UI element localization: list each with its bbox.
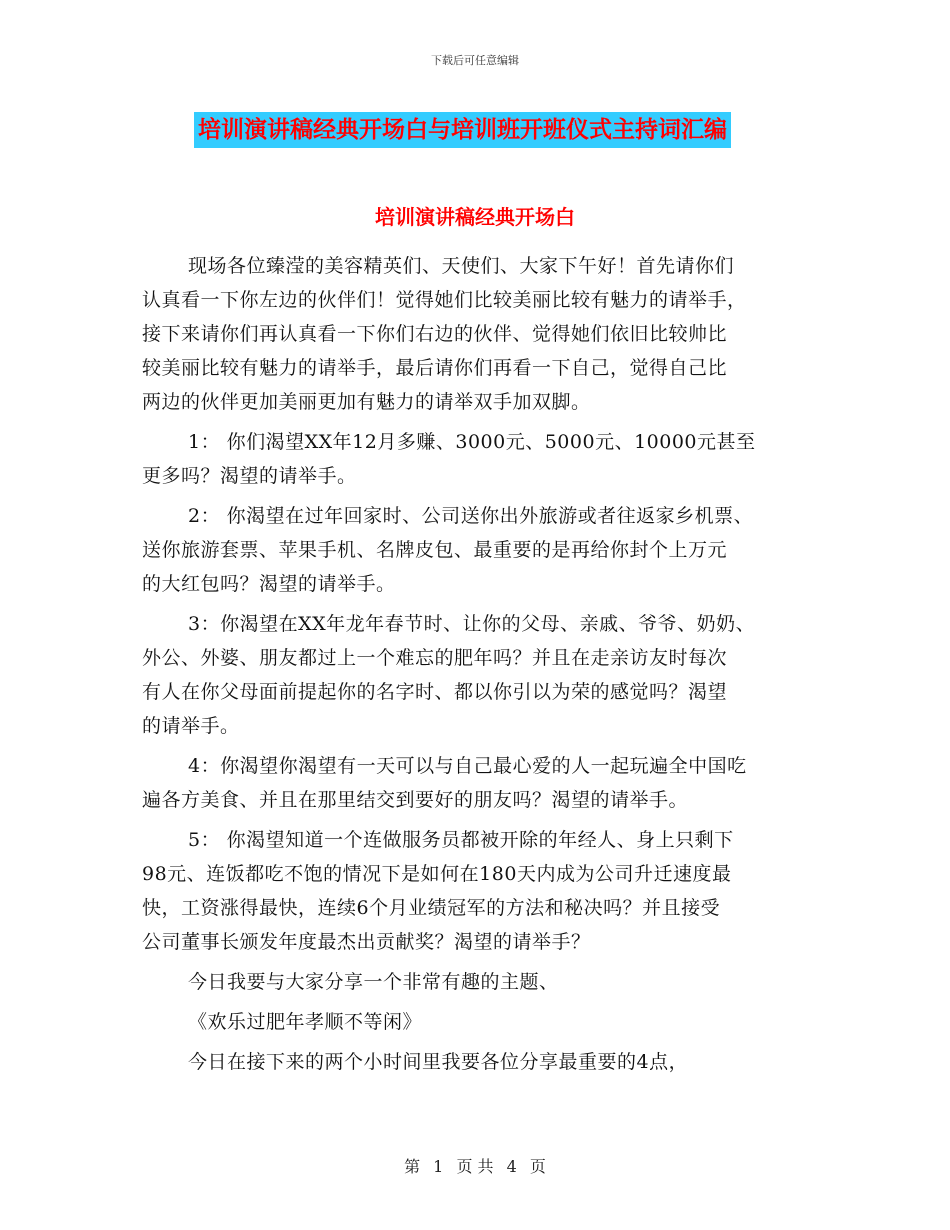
body-line: 3：你渴望在XX年龙年春节时、让你的父母、亲戚、爷爷、奶奶、 [188,613,756,635]
body-line: 98元、连饭都吃不饱的情况下是如何在180天内成为公司升迁速度最 [142,863,732,885]
body-line: 《欢乐过肥年孝顺不等闲》 [188,1011,423,1033]
body-line: 公司董事长颁发年度最杰出贡献奖？渴望的请举手？ [142,931,591,953]
body-line: 现场各位臻滢的美容精英们、天使们、大家下午好！首先请你们 [188,255,735,277]
body-line: 的请举手。 [142,715,240,737]
body-line: 2： 你渴望在过年回家时、公司送你出外旅游或者往返家乡机票、 [188,505,754,527]
body-line: 认真看一下你左边的伙伴们！觉得她们比较美丽比较有魅力的请举手， [142,289,747,311]
body-line: 更多吗？渴望的请举手。 [142,465,357,487]
body-line: 今日在接下来的两个小时间里我要各位分享最重要的4点， [188,1051,689,1073]
footer-prefix: 第 [404,1157,421,1176]
body-line: 今日我要与大家分享一个非常有趣的主题、 [188,971,559,993]
body-line: 1： 你们渴望XX年12月多赚、3000元、5000元、10000元甚至 [188,431,756,453]
header-note: 下载后可任意编辑 [431,54,519,67]
body-line: 两边的伙伴更加美丽更加有魅力的请举双手加双脚。 [142,391,591,413]
body-line: 送你旅游套票、苹果手机、名牌皮包、最重要的是再给你封个上万元 [142,539,728,561]
document-body [142,249,822,1079]
body-line: 4：你渴望你渴望有一天可以与自己最心爱的人一起玩遍全中国吃 [188,755,747,777]
page-total: 4 [506,1157,517,1176]
body-line: 外公、外婆、朋友都过上一个难忘的肥年吗？并且在走亲访友时每次 [142,647,728,669]
document-title: 培训演讲稿经典开场白与培训班开班仪式主持词汇编 [194,112,731,148]
body-line: 遍各方美食、并且在那里结交到要好的朋友吗？渴望的请举手。 [142,789,689,811]
body-line: 5： 你渴望知道一个连做服务员都被开除的年经人、身上只剩下 [188,829,734,851]
page-number: 1 [433,1157,444,1176]
body-line: 的大红包吗？渴望的请举手。 [142,573,396,595]
body-line: 有人在你父母面前提起你的名字时、都以你引以为荣的感觉吗？渴望 [142,681,728,703]
body-line: 接下来请你们再认真看一下你们右边的伙伴、觉得她们依旧比较帅比 [142,323,728,345]
body-line: 快，工资涨得最快，连续6个月业绩冠军的方法和秘决吗？并且接受 [142,897,721,919]
page-footer [0,1154,950,1177]
section-title: 培训演讲稿经典开场白 [375,205,575,229]
footer-suffix: 页 [529,1157,546,1176]
body-line: 较美丽比较有魅力的请举手，最后请你们再看一下自己，觉得自己比 [142,357,728,379]
footer-middle: 页 共 [456,1157,494,1176]
